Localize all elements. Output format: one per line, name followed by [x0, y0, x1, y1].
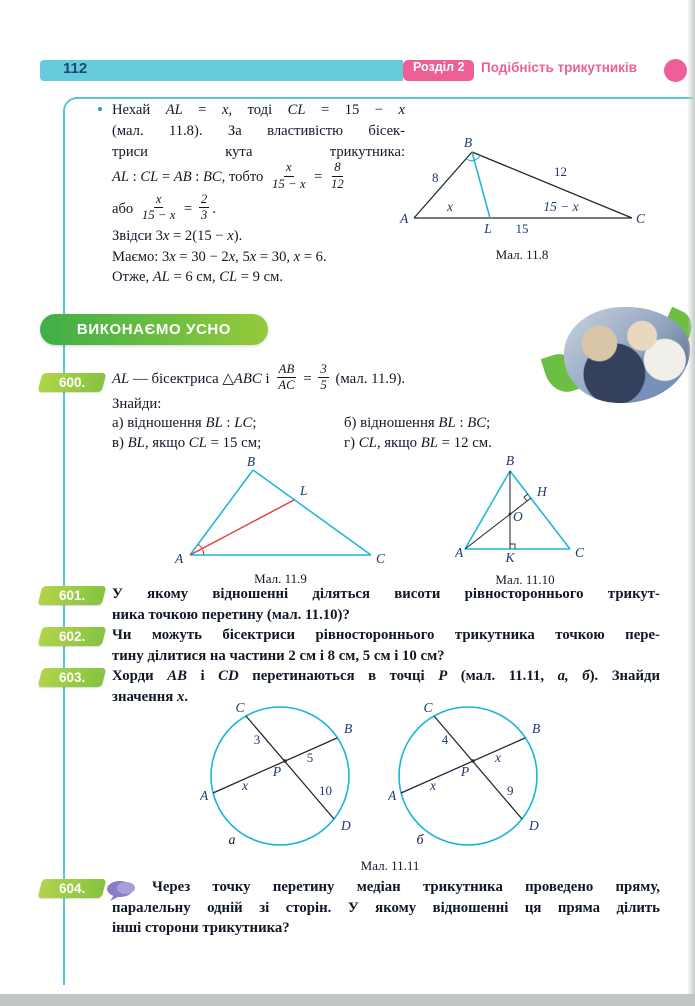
- problem-number-badge-602: 602.: [38, 627, 107, 646]
- segment-label-lc: 15 − x: [543, 199, 579, 214]
- figure-11-8: [398, 134, 646, 263]
- problem-number-badge-601: 601.: [38, 586, 107, 605]
- problem-600-text: [112, 364, 662, 454]
- side-label-ac: 15: [515, 221, 529, 236]
- problem-line: AL — бісектриса △ABC і $\frac{AB}{AC}$ = $\frac{3}{5}$ (мал. 11.9).: [112, 362, 406, 393]
- fraction: $\frac{8}{12}$: [331, 160, 344, 191]
- solution-text: [112, 100, 405, 288]
- page-edge-bottom: [0, 994, 695, 1006]
- subfigure-label-b: б: [416, 833, 424, 848]
- vertex-label-c: C: [376, 551, 386, 566]
- problem-line: значення x.: [112, 688, 189, 705]
- solution-line: триси кута трикутника:: [112, 143, 405, 160]
- problem-602-text: [112, 625, 660, 666]
- solution-line: (мал. 11.8). За властивістю бісек-: [112, 122, 405, 139]
- point-label-c: C: [235, 702, 245, 715]
- problem-603-text: [112, 666, 660, 707]
- segment-ap-value: x: [242, 778, 248, 793]
- figure-caption: Мал. 11.11: [360, 858, 420, 873]
- option-v: в) BL, якщо CL = 15 см;: [112, 435, 262, 452]
- problem-number-badge-600: 600.: [38, 373, 107, 392]
- segment-label-al: x: [447, 199, 453, 214]
- vertex-label-a: A: [175, 551, 184, 566]
- point-label-p: P: [272, 764, 282, 779]
- problem-number-badge-603: 603.: [38, 668, 107, 687]
- point-label-b: B: [532, 721, 541, 736]
- chapter-title: Подібність трикутників: [481, 60, 637, 75]
- vertex-label-a: A: [455, 545, 464, 560]
- side-label-ab: 8: [432, 170, 439, 185]
- vertex-label-b: B: [505, 454, 515, 468]
- option-a: а) відношення BL : LC;: [112, 414, 257, 431]
- problem-line: тину ділитися на частини 2 см і 8 см, 5 см і 10 см?: [112, 647, 445, 664]
- point-label-h: H: [537, 484, 547, 499]
- figure-caption: Мал. 11.8: [495, 247, 549, 262]
- solution-line: Звідси 3x = 2(15 − x).: [112, 227, 243, 244]
- fraction: $\frac{x}{15 - x}$: [271, 160, 306, 191]
- page-number: 112: [63, 60, 88, 77]
- fraction: $\frac{2}{3}$: [200, 192, 208, 223]
- figure-11-9: [168, 456, 393, 587]
- problem-line: Чи можуть бісектриси рівностороннього трикутника точкою пере-: [112, 627, 660, 643]
- figure-11-11b: [388, 702, 548, 852]
- page-edge-right: [687, 0, 695, 1006]
- pink-dot-decoration: [664, 59, 687, 82]
- problem-line: У якому відношенні діляться висоти рівностороннього трикут-: [112, 586, 660, 602]
- problem-line: Знайди:: [112, 395, 162, 412]
- triangle-with-red-bisector: [168, 456, 393, 568]
- vertex-label-c: C: [636, 211, 646, 226]
- problem-601-text: [112, 584, 660, 625]
- chapter-badge: Розділ 2: [403, 60, 474, 81]
- point-label-d: D: [529, 818, 539, 833]
- vertex-label-b: B: [463, 135, 473, 150]
- subfigure-label-a: а: [228, 833, 236, 848]
- point-label-a: A: [200, 788, 209, 803]
- problem-604-text: [112, 877, 660, 939]
- segment-pd-value: 10: [319, 783, 332, 798]
- point-label-o: O: [513, 509, 523, 524]
- fraction: $\frac{3}{5}$: [320, 362, 327, 393]
- fraction: $\frac{x}{15 - x}$: [141, 192, 176, 223]
- segment-pb-value: 5: [306, 750, 314, 765]
- point-label-l: L: [300, 483, 308, 498]
- point-label-b: B: [344, 721, 353, 736]
- problem-line: Через точку перетину медіан трикутника проведено пряму,: [152, 879, 660, 895]
- solution-line: AL : CL = AB : BC, тобто $\frac{x}{15 - x}$ = $\frac{8}{12}$: [112, 160, 344, 191]
- point-label-p: P: [460, 764, 470, 779]
- solution-line: Маємо: 3x = 30 − 2x, 5x = 30, x = 6.: [112, 248, 327, 265]
- fraction: $\frac{AB}{AC}$: [278, 362, 295, 393]
- section-banner: ВИКОНАЄМО УСНО: [40, 314, 268, 345]
- triangle-with-heights: [455, 454, 595, 569]
- figure-11-10: [455, 454, 595, 588]
- problem-number-badge-604: 604.: [38, 879, 107, 898]
- segment-cp-value: 3: [253, 732, 261, 747]
- problem-line: паралельну одній зі сторін. У якому відношенні ця пряма ділить: [112, 899, 660, 916]
- bullet-marker: •: [97, 100, 103, 119]
- solution-line: Нехай AL = x, тоді CL = 15 − x: [112, 102, 405, 118]
- figure-caption: Мал. 11.10: [495, 572, 555, 587]
- side-label-bc: 12: [554, 164, 567, 179]
- vertex-label-b: B: [246, 456, 256, 469]
- figure-11-11a: [200, 702, 360, 852]
- segment-pb-value: x: [495, 750, 501, 765]
- solution-line: або $\frac{x}{15 - x}$ = $\frac{2}{3}$ .: [112, 192, 216, 223]
- option-g: г) CL, якщо BL = 12 см.: [344, 435, 492, 452]
- point-label-c: C: [423, 702, 433, 715]
- problem-line: Хорди AB і CD перетинаються в точці P (мал. 11.11, а, б). Знайди: [112, 668, 660, 684]
- solution-line: Отже, AL = 6 см, CL = 9 см.: [112, 269, 283, 286]
- figure-caption: Мал. 11.9: [254, 571, 307, 586]
- segment-cp-value: 4: [441, 732, 449, 747]
- problem-600-options: [112, 413, 662, 454]
- option-b: б) відношення BL : BC;: [344, 414, 491, 431]
- triangle-abc-with-bisector: [398, 134, 646, 244]
- point-label-d: D: [341, 818, 351, 833]
- vertex-label-a: A: [400, 211, 409, 226]
- vertex-label-c: C: [575, 545, 585, 560]
- segment-pd-value: 9: [507, 783, 514, 798]
- point-label-k: K: [505, 550, 515, 565]
- problem-line: інші сторони трикутника?: [112, 920, 290, 937]
- segment-ap-value: x: [430, 778, 436, 793]
- problem-line: ника точкою перетину (мал. 11.10)?: [112, 606, 350, 623]
- point-label-l: L: [484, 221, 492, 236]
- point-label-a: A: [388, 788, 397, 803]
- header-cyan-bar: [40, 60, 403, 81]
